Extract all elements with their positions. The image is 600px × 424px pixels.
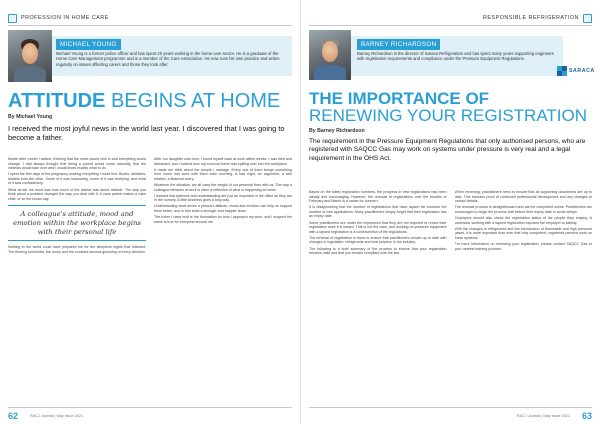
paragraph: It is disappointing that the number of registrations that have lapsed far exceeds the number of new applications. Many practitioners simply forget that their registration has an expiry date. [309,205,447,219]
author-photo [8,30,52,82]
page-footer [0,407,300,424]
footer-rule [8,407,292,408]
author-bio: Barney Richardson is the director of Saraca Refrigeration and has spent many years supporting engineers with registration requirements and compliance under the Pressure Equipment Regulations. [357,51,554,62]
header-rule [8,25,292,26]
paragraph: I spent the first days of the pregnancy reading everything I could find. Books, websites, leaflets from the clinic. Some of it was reassuring, some of it was terrifying, and most of it was contradictory. [8,172,146,186]
title-bold: THE IMPORTANCE OF [309,89,490,108]
footer-text: RACJ Journal | May issue 2021 [516,414,570,418]
author-name: MICHAEL YOUNG [56,39,121,50]
author-bio: Michael Young is a former police officer and has spent 20 years working in the home care sector. He is a graduate of the Home Care Management programme and is a member of the Care Association. He now runs his own practice and writes regularly on issues affecting carers and those they look after. [56,51,280,67]
author-photo [309,30,351,80]
paragraph: The home I have built is the foundation for how I approach my work, and I suspect the same is true for everyone around me. [154,215,292,224]
section-label: PROFESSION IN HOME CARE [21,15,109,21]
saraca-logo [557,66,595,76]
standfirst: The requirement in the Pressure Equipment Regulations that only authorised persons, who are registered with SAQCC Gas may work on systems under pressure is very real and a legal requirement in the OHS Act. [309,138,586,162]
saraca-logo-icon [557,66,567,76]
page-number: 63 [581,411,592,421]
body-column-2 [455,190,593,396]
page-number: 62 [8,411,19,421]
footer-rule [309,407,592,408]
paragraph: Understanding what drives a person's attitude, mood and emotion can help us support them better, and in turn build a stronger and happier team. [154,204,292,213]
body-column-1 [309,190,447,396]
paragraph: I learned that patience and understanding are just as important in the office as they are in the nursery. A little kindness goes a long way. [154,193,292,203]
title-bold: ATTITUDE [8,90,106,112]
paragraph: What struck me most was how much of the advice was about attitude. The way you think about a problem changes the way you deal with it. A calm parent makes a calm child, or so the books say. [8,187,146,201]
paragraph: When renewing, practitioners need to ensure that all supporting documents are up to date. This includes proof of continued professional development and any changes to contact details. [454,190,592,204]
article-title [309,90,587,124]
saraca-logo-text: SARACA [569,68,595,74]
paragraph: Based on the latest registration numbers, the progress in new registrations has been steady and encouraging. However, the renewal of registrations over the months of February and March is a cause for concern. [309,190,447,204]
section-label: RESPONSIBLE REFRIGERATION [483,15,579,21]
section-header [483,13,592,23]
paragraph: Employers should also check the registration status of the people they employ. A contractor working with a lapsed registration exposes the employer to liability. [454,215,592,225]
section-header [8,13,109,23]
paragraph: Month after month I waited, thinking that the news would sink in and everything would change. I had always thought that being a parent would come naturally, that the instincts would take over and I would know exactly what to do. [8,157,146,171]
right-page [300,0,600,424]
author-name: BARNEY RICHARDSON [357,39,440,50]
title-thin: BEGINS AT HOME [110,90,281,112]
section-icon [583,14,592,23]
paragraph: Nothing in the world could have prepared me for the sleepless nights that followed. The feeding schedules, the worry and the constant second-guessing of every decision. [8,245,146,254]
paragraph: The renewal process is straightforward and can be completed online. Practitioners are encouraged to begin the process well before their expiry date to avoid delays. [454,205,592,214]
section-icon [8,14,17,23]
header-rule [309,25,592,26]
byline: By Michael Young [8,114,53,120]
paragraph: The following is a brief summary of the process to ensure that your registration remains valid and that you remain compliant with the law. [309,246,447,256]
pull-quote: A colleague's attitude, mood and emotion within the workplace begins with their personal life [8,205,146,241]
body-column-1 [8,157,146,397]
paragraph: With the changes in refrigerants and the introduction of flammable and high pressure gases, it is more important than ever that only competent, registered persons work on these systems. [454,226,592,240]
page-footer [301,407,600,424]
article-body [309,190,592,396]
paragraph: Some practitioners are under the impression that they are not required to renew their registration once it is issued. This is not the case, and working on pressure equipment with a lapsed registration is a contravention of the regulations. [309,220,447,234]
article-title [8,90,280,112]
article-body [8,157,292,397]
title-thin: RENEWING YOUR REGISTRATION [309,106,588,125]
paragraph: Whatever the situation, we all carry the weight of our personal lives with us. The way a colleague behaves at work is often a reflection of what is happening at home. [154,182,292,192]
paragraph: For more information on renewing your registration, please contact SAQCC Gas or your nearest training provider. [454,241,592,251]
footer-text: RACJ Journal | May issue 2021 [30,414,84,418]
paragraph: After our daughter was born, I found myself back at work within weeks. I was tired and distracted, and I noticed how my mood at home was spilling over into the workplace. [154,157,292,166]
byline: By Barney Richardson [309,128,365,134]
body-column-2 [154,157,292,397]
standfirst: I received the most joyful news in the world last year. I discovered that I was going to become a father. [8,124,285,143]
paragraph: The renewal of registration is there to ensure that practitioners remain up to date with changes in legislation, refrigerants and best practice in the industry. [309,235,447,245]
paragraph: It made me think about the people I manage. Every one of them brings something from home into work with them each morning. A bad night, an argument, a sick relative, a financial worry. [154,167,292,181]
